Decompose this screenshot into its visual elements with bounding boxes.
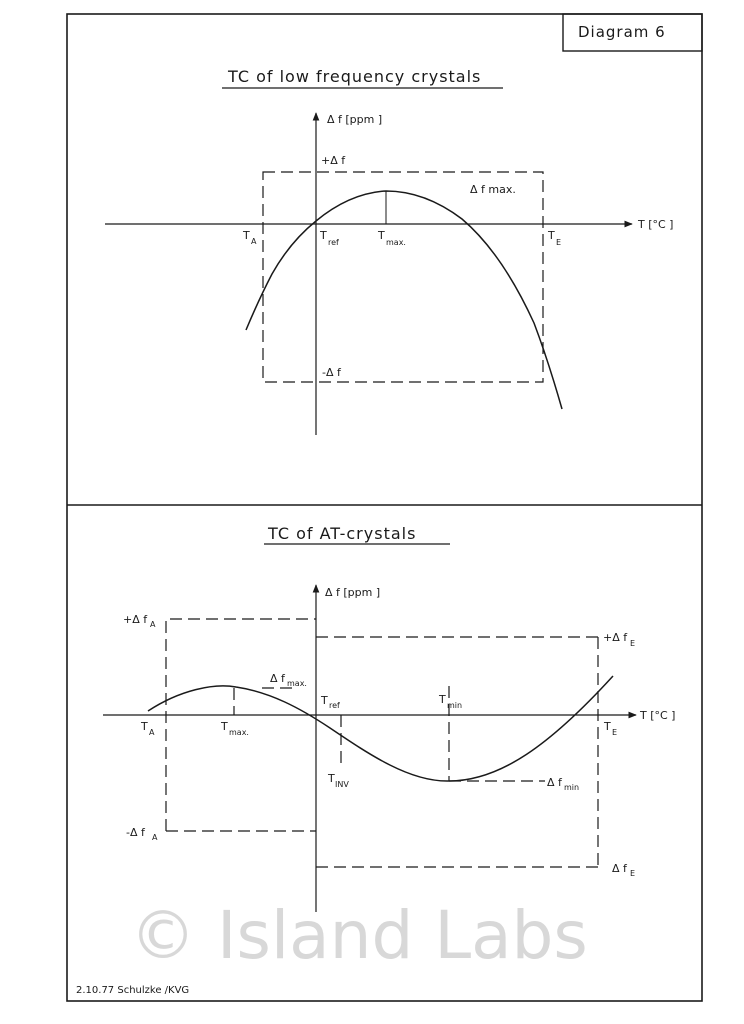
bottom-tmax-label: T	[221, 720, 228, 733]
diagram-label-box	[563, 14, 702, 51]
top-df-max: Δ f max.	[470, 183, 516, 196]
bottom-title: TC of AT-crystals	[268, 524, 417, 543]
bottom-te-label: T	[604, 720, 611, 733]
bottom-x-axis-label: T [°C ]	[640, 709, 676, 722]
top-te-sub: E	[556, 238, 562, 247]
top-tref-label: T	[320, 229, 327, 242]
bottom-tmin-label: T	[439, 693, 446, 706]
bottom-df-max-sub: max.	[287, 679, 307, 688]
bottom-tmin-sub: min	[447, 701, 463, 710]
watermark: © Island Labs	[130, 897, 588, 974]
bottom-df-min-sub: min	[564, 783, 580, 792]
bottom-diagram	[103, 524, 675, 912]
bottom-limit-lines	[166, 619, 598, 867]
diagram-label: Diagram 6	[578, 23, 666, 41]
top-minus-df: -Δ f	[322, 366, 341, 379]
bottom-ta-label: T	[141, 720, 148, 733]
bottom-df-min: Δ f	[547, 776, 562, 789]
bottom-plus-df-e-sub: E	[630, 639, 636, 648]
top-title: TC of low frequency crystals	[228, 67, 482, 86]
top-x-axis-label: T [°C ]	[638, 218, 674, 231]
top-te-label: T	[548, 229, 555, 242]
top-y-axis-label: Δ f [ppm ]	[327, 113, 383, 126]
bottom-tref-label: T	[321, 694, 328, 707]
bottom-minus-df-a-sub: A	[152, 833, 158, 842]
bottom-df-e-sub: E	[630, 869, 636, 878]
top-tmax-sub: max.	[386, 238, 406, 247]
top-diagram	[105, 67, 673, 435]
top-tmax-label: T	[378, 229, 385, 242]
bottom-df-max: Δ f	[270, 672, 285, 685]
outer-frame	[67, 14, 702, 1001]
bottom-te-sub: E	[612, 728, 618, 737]
bottom-plus-df-a-sub: A	[150, 620, 156, 629]
bottom-tinv-label: T	[328, 772, 335, 785]
bottom-tmax-sub: max.	[229, 728, 249, 737]
bottom-y-axis-label: Δ f [ppm ]	[325, 586, 381, 599]
top-ta-sub: A	[251, 237, 257, 246]
bottom-tc-curve	[148, 676, 613, 781]
bottom-ta-sub: A	[149, 728, 155, 737]
bottom-tref-sub: ref	[329, 701, 340, 710]
top-ta-label: T	[243, 229, 250, 242]
top-tref-sub: ref	[328, 238, 339, 247]
bottom-plus-df-e: +Δ f	[603, 631, 628, 644]
bottom-plus-df-a: +Δ f	[123, 613, 148, 626]
bottom-tinv-sub: INV	[335, 780, 349, 789]
footer-note: 2.10.77 Schulzke /KVG	[76, 985, 190, 996]
bottom-minus-df-a: -Δ f	[126, 826, 145, 839]
bottom-df-e: Δ f	[612, 862, 627, 875]
top-plus-df: +Δ f	[321, 154, 346, 167]
top-limit-box	[263, 172, 543, 382]
